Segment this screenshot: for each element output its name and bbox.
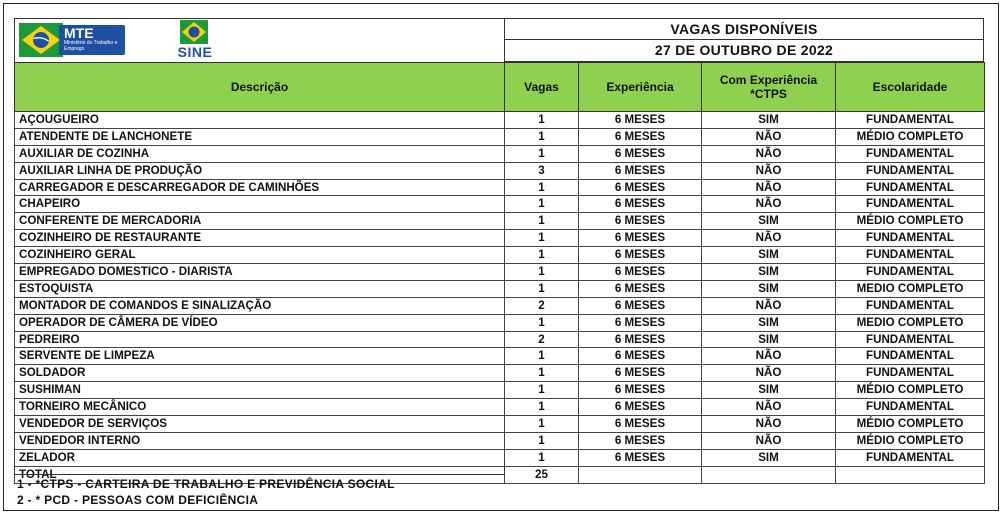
cell-escolaridade: MÉDIO COMPLETO	[836, 213, 985, 230]
cell-ctps: SIM	[702, 449, 836, 466]
table-row	[15, 128, 985, 145]
cell-vagas: 1	[505, 382, 579, 399]
cell-escolaridade: FUNDAMENTAL	[836, 348, 985, 365]
cell-experiencia: 6 MESES	[579, 365, 702, 382]
cell-experiencia: 6 MESES	[579, 297, 702, 314]
cell-descricao: VENDEDOR INTERNO	[15, 432, 505, 449]
total-empty-cell	[836, 466, 985, 483]
table-row	[15, 314, 985, 331]
cell-experiencia: 6 MESES	[579, 280, 702, 297]
table-header-row	[15, 63, 985, 112]
cell-descricao: ESTOQUISTA	[15, 280, 505, 297]
sine-logo-text: SINE	[177, 44, 213, 60]
cell-escolaridade: MÉDIO COMPLETO	[836, 416, 985, 433]
table-row	[15, 230, 985, 247]
table-row	[15, 280, 985, 297]
table-row	[15, 365, 985, 382]
cell-vagas: 1	[505, 432, 579, 449]
table-row	[15, 382, 985, 399]
cell-descricao: CHAPEIRO	[15, 196, 505, 213]
total-empty-cell	[702, 466, 836, 483]
footnote-ctps: 1 - *CTPS - CARTEIRA DE TRABALHO E PREVIDÊNCIA SOCIAL	[17, 477, 395, 491]
cell-vagas: 1	[505, 213, 579, 230]
cell-experiencia: 6 MESES	[579, 314, 702, 331]
cell-ctps: SIM	[702, 264, 836, 281]
cell-experiencia: 6 MESES	[579, 230, 702, 247]
column-header-escolaridade: Escolaridade	[836, 63, 985, 112]
cell-ctps: NÃO	[702, 145, 836, 162]
table-body	[15, 112, 985, 484]
cell-experiencia: 6 MESES	[579, 247, 702, 264]
cell-escolaridade: FUNDAMENTAL	[836, 365, 985, 382]
cell-vagas: 1	[505, 314, 579, 331]
table-row	[15, 179, 985, 196]
cell-escolaridade: FUNDAMENTAL	[836, 196, 985, 213]
cell-ctps: NÃO	[702, 365, 836, 382]
cell-escolaridade: FUNDAMENTAL	[836, 162, 985, 179]
mte-logo-text: MTE	[64, 25, 94, 41]
table-row	[15, 432, 985, 449]
cell-descricao: MONTADOR DE COMANDOS E SINALIZAÇÃO	[15, 297, 505, 314]
cell-vagas: 2	[505, 331, 579, 348]
cell-experiencia: 6 MESES	[579, 128, 702, 145]
notes-cell	[14, 459, 505, 475]
cell-descricao: AUXILIAR LINHA DE PRODUÇÃO	[15, 162, 505, 179]
cell-descricao: CARREGADOR E DESCARREGADOR DE CAMINHÕES	[15, 179, 505, 196]
cell-ctps: NÃO	[702, 416, 836, 433]
cell-escolaridade: FUNDAMENTAL	[836, 449, 985, 466]
page-date: 27 DE OUTUBRO DE 2022	[504, 39, 984, 62]
cell-descricao: VENDEDOR DE SERVIÇOS	[15, 416, 505, 433]
cell-experiencia: 6 MESES	[579, 162, 702, 179]
sine-flag-icon	[180, 20, 208, 44]
cell-descricao: OPERADOR DE CÂMERA DE VÍDEO	[15, 314, 505, 331]
cell-vagas: 1	[505, 449, 579, 466]
cell-escolaridade: FUNDAMENTAL	[836, 297, 985, 314]
cell-vagas: 3	[505, 162, 579, 179]
cell-vagas: 1	[505, 280, 579, 297]
cell-descricao: EMPREGADO DOMESTICO - DIARISTA	[15, 264, 505, 281]
cell-vagas: 1	[505, 264, 579, 281]
cell-escolaridade: MÉDIO COMPLETO	[836, 382, 985, 399]
table-row	[15, 399, 985, 416]
cell-experiencia: 6 MESES	[579, 399, 702, 416]
footnotes	[17, 476, 395, 508]
table-row	[15, 331, 985, 348]
cell-descricao: COZINHEIRO DE RESTAURANTE	[15, 230, 505, 247]
page-title: VAGAS DISPONÍVEIS	[504, 18, 984, 40]
cell-escolaridade: FUNDAMENTAL	[836, 247, 985, 264]
vacancies-table	[14, 62, 985, 484]
cell-escolaridade: FUNDAMENTAL	[836, 264, 985, 281]
column-header-ctps: Com Experiência *CTPS	[702, 63, 836, 112]
cell-ctps: SIM	[702, 382, 836, 399]
cell-descricao: AÇOUGUEIRO	[15, 112, 505, 129]
cell-ctps: NÃO	[702, 128, 836, 145]
table-row	[15, 264, 985, 281]
cell-vagas: 1	[505, 128, 579, 145]
cell-ctps: SIM	[702, 213, 836, 230]
cell-vagas: 1	[505, 348, 579, 365]
cell-ctps: NÃO	[702, 196, 836, 213]
cell-ctps: SIM	[702, 331, 836, 348]
cell-ctps: SIM	[702, 280, 836, 297]
footnote-pcd: 2 - * PCD - PESSOAS COM DEFICIÊNCIA	[17, 493, 259, 507]
cell-vagas: 1	[505, 196, 579, 213]
cell-escolaridade: FUNDAMENTAL	[836, 112, 985, 129]
cell-vagas: 1	[505, 247, 579, 264]
cell-vagas: 1	[505, 365, 579, 382]
cell-descricao: ZELADOR	[15, 449, 505, 466]
cell-ctps: NÃO	[702, 230, 836, 247]
table-row	[15, 247, 985, 264]
cell-escolaridade: FUNDAMENTAL	[836, 399, 985, 416]
cell-ctps: NÃO	[702, 399, 836, 416]
cell-descricao: COZINHEIRO GERAL	[15, 247, 505, 264]
cell-vagas: 1	[505, 230, 579, 247]
total-empty-cell	[579, 466, 702, 483]
column-header-vagas: Vagas	[505, 63, 579, 112]
table-row	[15, 196, 985, 213]
cell-ctps: NÃO	[702, 162, 836, 179]
cell-vagas: 1	[505, 145, 579, 162]
cell-vagas: 1	[505, 179, 579, 196]
cell-experiencia: 6 MESES	[579, 432, 702, 449]
cell-experiencia: 6 MESES	[579, 382, 702, 399]
total-value: 25	[505, 466, 579, 483]
cell-experiencia: 6 MESES	[579, 348, 702, 365]
table-row	[15, 416, 985, 433]
cell-escolaridade: MEDIO COMPLETO	[836, 280, 985, 297]
cell-ctps: NÃO	[702, 179, 836, 196]
table-row	[15, 213, 985, 230]
cell-escolaridade: FUNDAMENTAL	[836, 179, 985, 196]
table-row	[15, 145, 985, 162]
table-row	[15, 112, 985, 129]
cell-escolaridade: FUNDAMENTAL	[836, 145, 985, 162]
cell-escolaridade: MEDIO COMPLETO	[836, 314, 985, 331]
column-header-experiencia: Experiência	[579, 63, 702, 112]
cell-descricao: SERVENTE DE LIMPEZA	[15, 348, 505, 365]
cell-escolaridade: FUNDAMENTAL	[836, 230, 985, 247]
cell-descricao: CONFERENTE DE MERCADORIA	[15, 213, 505, 230]
sine-logo	[172, 20, 218, 62]
cell-experiencia: 6 MESES	[579, 264, 702, 281]
total-label: TOTAL	[15, 466, 505, 483]
cell-experiencia: 6 MESES	[579, 449, 702, 466]
cell-vagas: 1	[505, 416, 579, 433]
cell-vagas: 2	[505, 297, 579, 314]
cell-escolaridade: FUNDAMENTAL	[836, 331, 985, 348]
cell-vagas: 1	[505, 399, 579, 416]
column-header-descricao: Descrição	[15, 63, 505, 112]
cell-ctps: NÃO	[702, 348, 836, 365]
cell-ctps: SIM	[702, 112, 836, 129]
cell-experiencia: 6 MESES	[579, 416, 702, 433]
table-row	[15, 348, 985, 365]
cell-experiencia: 6 MESES	[579, 145, 702, 162]
cell-descricao: AUXILIAR DE COZINHA	[15, 145, 505, 162]
table-row	[15, 297, 985, 314]
cell-vagas: 1	[505, 112, 579, 129]
cell-ctps: NÃO	[702, 432, 836, 449]
cell-experiencia: 6 MESES	[579, 179, 702, 196]
cell-ctps: SIM	[702, 314, 836, 331]
cell-experiencia: 6 MESES	[579, 196, 702, 213]
cell-experiencia: 6 MESES	[579, 213, 702, 230]
cell-descricao: SOLDADOR	[15, 365, 505, 382]
cell-descricao: TORNEIRO MECÂNICO	[15, 399, 505, 416]
cell-ctps: SIM	[702, 247, 836, 264]
cell-descricao: SUSHIMAN	[15, 382, 505, 399]
cell-escolaridade: MÉDIO COMPLETO	[836, 432, 985, 449]
table-row	[15, 162, 985, 179]
cell-descricao: ATENDENTE DE LANCHONETE	[15, 128, 505, 145]
cell-ctps: NÃO	[702, 297, 836, 314]
cell-escolaridade: MÉDIO COMPLETO	[836, 128, 985, 145]
brazil-flag-icon	[19, 23, 63, 57]
mte-logo	[19, 23, 127, 57]
cell-experiencia: 6 MESES	[579, 331, 702, 348]
mte-logo-subtitle: Ministério do Trabalho e Emprego	[64, 40, 118, 52]
cell-experiencia: 6 MESES	[579, 112, 702, 129]
cell-descricao: PEDREIRO	[15, 331, 505, 348]
